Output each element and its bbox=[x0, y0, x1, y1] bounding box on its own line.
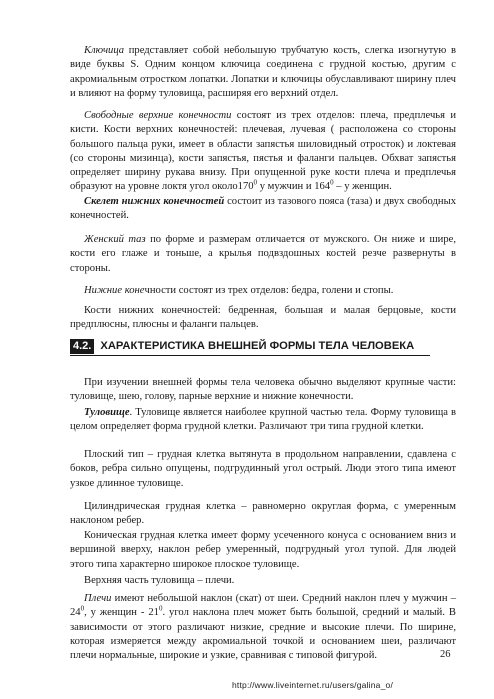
section-heading bbox=[70, 339, 430, 355]
degree-mark: 0 bbox=[158, 604, 163, 613]
term-shoulders: Плечи bbox=[84, 593, 112, 604]
paragraph-lower-limbs-skeleton bbox=[70, 195, 456, 224]
paragraph-text: Цилиндрическая грудная клетка – равномерно округлая форма, с умеренным наклоном ребер. bbox=[70, 501, 456, 527]
paragraph-shoulders bbox=[70, 592, 456, 663]
paragraph-conical-type bbox=[70, 529, 456, 572]
section-title: ХАРАКТЕРИСТИКА ВНЕШНЕЙ ФОРМЫ ТЕЛА ЧЕЛОВЕКА bbox=[100, 340, 415, 352]
term-female-pelvis: Женский таз bbox=[84, 234, 146, 245]
paragraph-lower-limb-bones bbox=[70, 304, 456, 333]
term-torso: Туловище bbox=[84, 407, 130, 418]
source-url: http://www.liveinternet.ru/users/galina_o/ bbox=[232, 680, 394, 690]
paragraph-female-pelvis bbox=[70, 233, 456, 276]
section-number: 4.2. bbox=[70, 339, 94, 354]
page-number: 26 bbox=[440, 649, 451, 660]
paragraph-text: Плоский тип – грудная клетка вытянута в продольном направлении, сдавлена с боков, ребра сильно опущены, подгрудинный угол острый. Люди этого типа имеют узкое длинное туловище. bbox=[70, 449, 456, 489]
term-clavicle: Ключица bbox=[84, 45, 125, 56]
paragraph-upper-limbs bbox=[70, 109, 456, 195]
paragraph-text: – у женщин. bbox=[333, 181, 392, 193]
term-lower-limbs-skeleton: Скелет нижних конечностей bbox=[84, 196, 225, 207]
paragraph-text: , у женщин - 21 bbox=[84, 607, 159, 619]
degree-mark: 0 bbox=[80, 604, 85, 613]
paragraph-cylindrical-type bbox=[70, 500, 456, 529]
paragraph-text: чности состоят из трех отделов: бедра, голени и стопы. bbox=[144, 285, 394, 296]
paragraph-clavicle bbox=[70, 44, 456, 101]
paragraph-torso bbox=[70, 406, 456, 435]
paragraph-text: по форме и размерам отличается от мужского. Он ниже и шире, кости его глаже и тоньше, а крылья подвздошных костей резче развернуты в стороны. bbox=[70, 234, 456, 274]
paragraph-text: . угол наклона плеч может быть большой, средний и малый. В зависимости от этого различают низкие, средние и высокие плечи. По ширине, которая измеряется между акромиальной точкой и основанием шеи, различают плечи нормальные, широкие и узкие, сравнивая с типовой фигурой. bbox=[70, 607, 456, 662]
paragraph-text: состоят из трех отделов: плеча, предплечья и кисти. Кости верхних конечностей: плечевая, лучевая ( расположена со стороны большого пальца руки, имеет в области запястья шиловидный отросток) и локтевая (со стороны мизинца), кости запястья, пястья и фаланги пальцев. Обхват запястья определяет ширину рукава внизу. При опущенной руке кости плеча и предплечья образуют на уровне локтя угол около170 bbox=[70, 110, 456, 193]
paragraph-body-study bbox=[70, 376, 456, 405]
paragraph-text: имеют небольшой наклон (скат) от шеи. Средний наклон плеч у мужчин – 24 bbox=[70, 593, 456, 619]
paragraph-text: Коническая грудная клетка имеет форму усеченного конуса с основанием вниз и вершиной вверху, наклон ребер умеренный, подгрудный угол тупой. Для людей этого типа характерно широкое плоское туловище. bbox=[70, 530, 456, 570]
heading-underline bbox=[70, 355, 430, 356]
paragraph-text: Кости нижних конечностей: бедренная, большая и малая берцовые, кости предплюсны, плюсны и фаланги пальцев. bbox=[70, 305, 456, 331]
paragraph-text: . Туловище является наиболее крупной частью тела. Форму туловища в целом определяет форма грудной клетки. Различают три типа грудной клетки. bbox=[70, 407, 456, 433]
degree-mark: 0 bbox=[253, 178, 258, 187]
paragraph-text: у мужчин и 164 bbox=[257, 181, 331, 193]
degree-mark: 0 bbox=[330, 178, 334, 187]
paragraph-flat-type bbox=[70, 448, 456, 491]
paragraph-text: представляет собой небольшую трубчатую кость, слегка изогнутую в виде буквы S. Одним концом ключица соединена с грудной костью, другим с акромиальным отростком лопатки. Лопатки и ключицы обуславливают ширину плеч и влияют на форму туловища, расширяя его верхний отдел. bbox=[70, 45, 456, 99]
term-lower-limbs: Нижние коне bbox=[84, 285, 145, 296]
paragraph-text: Верхняя часть туловища – плечи. bbox=[84, 575, 235, 586]
paragraph-text: состоит из тазового пояса (таза) и двух свободных конечностей. bbox=[70, 196, 456, 222]
paragraph-text: При изучении внешней формы тела человека обычно выделяют крупные части: туловище, шею, голову, парные верхние и нижние конечности. bbox=[70, 377, 456, 403]
term-upper-limbs: Свободные верхние конечности bbox=[84, 110, 232, 121]
paragraph-lower-limbs bbox=[70, 284, 456, 298]
paragraph-upper-torso bbox=[70, 574, 456, 588]
